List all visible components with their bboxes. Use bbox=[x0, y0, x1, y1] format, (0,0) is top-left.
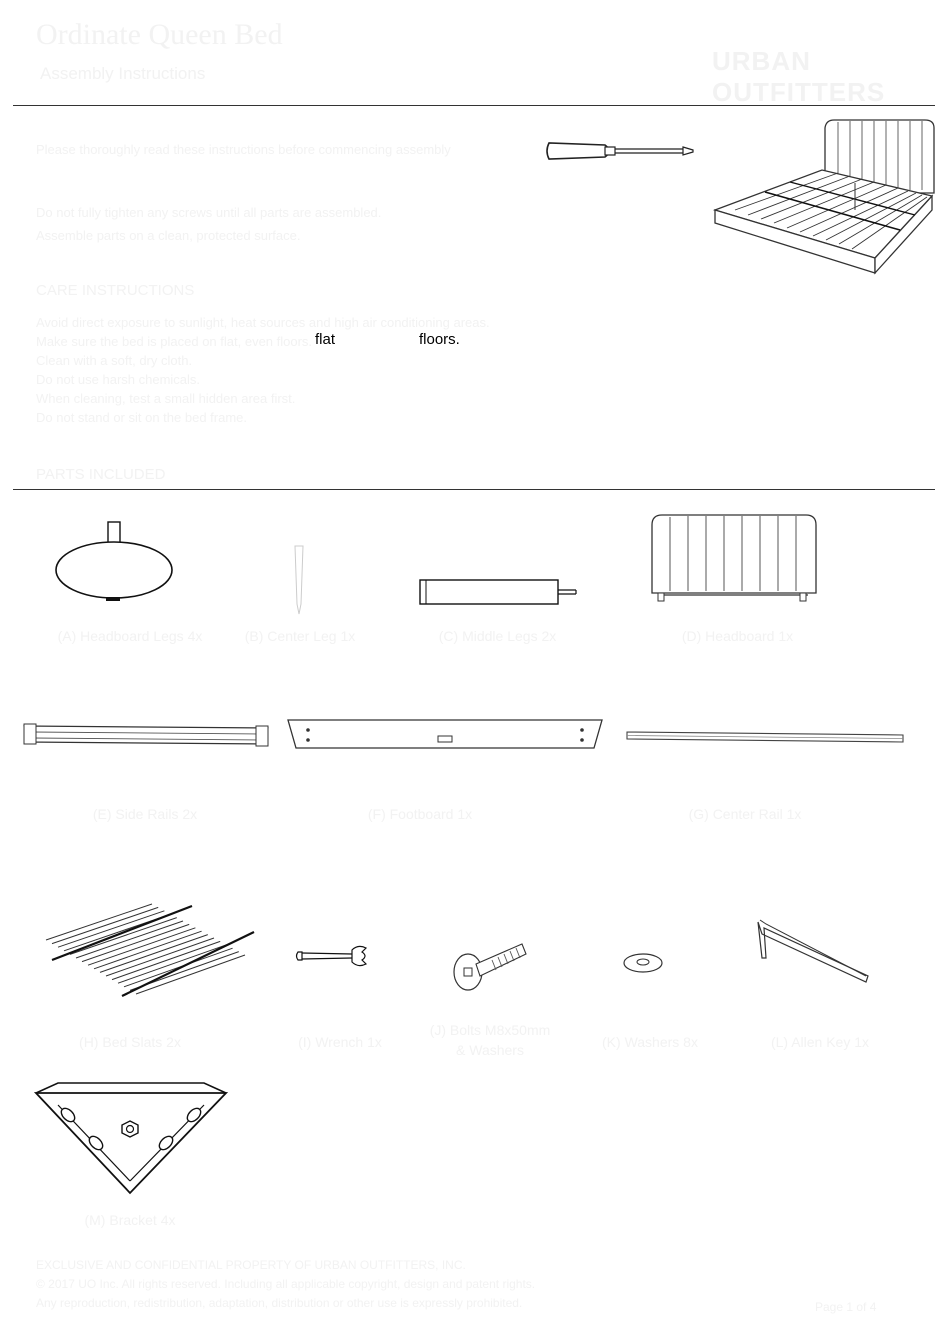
part-b-center-leg bbox=[293, 544, 305, 616]
parts-divider bbox=[13, 489, 935, 490]
care-line-2: Make sure the bed is placed on flat, even floors. bbox=[36, 334, 313, 349]
slat-line bbox=[136, 955, 245, 994]
part-e-side-rail bbox=[20, 720, 272, 750]
slat-line bbox=[106, 938, 214, 976]
brand-logo-text: URBAN OUTFITTERS bbox=[712, 46, 886, 107]
note-line-1: Do not fully tighten any screws until all parts are assembled. bbox=[36, 205, 382, 220]
part-f-footboard bbox=[286, 718, 604, 752]
part-i-wrench-icon bbox=[294, 944, 376, 968]
care-visible-word-floors: floors. bbox=[419, 331, 460, 348]
part-d-headboard bbox=[648, 513, 820, 605]
part-j-label bbox=[420, 1020, 560, 1060]
tools-line: Please thoroughly read these instructions before commencing assembly bbox=[36, 142, 451, 157]
part-d-label: (D) Headboard 1x bbox=[681, 628, 794, 644]
care-line-4: Do not use harsh chemicals. bbox=[36, 372, 201, 387]
slat-line bbox=[100, 935, 208, 973]
care-visible-word-flat: flat bbox=[315, 331, 336, 348]
slat-line bbox=[70, 918, 177, 955]
part-k-label: (K) Washers 8x bbox=[602, 1034, 698, 1050]
note-line-2: Assemble parts on a clean, protected surface. bbox=[36, 228, 301, 243]
part-g-label: (G) Center Rail 1x bbox=[688, 806, 802, 822]
footer-line-3: Any reproduction, redistribution, adaptation, distribution or other use is expressly prohibited. bbox=[36, 1296, 523, 1310]
part-m-bracket-icon bbox=[34, 1081, 228, 1195]
part-b-label: (B) Center Leg 1x bbox=[244, 628, 356, 644]
slat-line bbox=[58, 911, 164, 947]
care-heading: CARE INSTRUCTIONS bbox=[36, 282, 195, 299]
footer-line-1: EXCLUSIVE AND CONFIDENTIAL PROPERTY OF URBAN OUTFITTERS, INC. bbox=[36, 1258, 466, 1272]
slat-line bbox=[88, 928, 195, 965]
assembled-bed-illustration bbox=[710, 118, 935, 278]
footer-line-2: © 2017 UO Inc. All rights reserved. Including all applicable copyright, design and patent rights. bbox=[36, 1277, 536, 1291]
part-a-label: (A) Headboard Legs 4x bbox=[57, 628, 203, 644]
part-j-label-line-2: & Washers bbox=[456, 1042, 524, 1058]
part-a-headboard-leg bbox=[54, 520, 174, 602]
care-line-1: Avoid direct exposure to sunlight, heat sources and high air conditioning areas. bbox=[36, 315, 490, 330]
slat-line bbox=[118, 945, 226, 983]
screwdriver-icon bbox=[545, 137, 697, 165]
part-k-washer-icon bbox=[622, 952, 664, 974]
part-g-center-rail bbox=[625, 730, 905, 744]
parts-heading: PARTS INCLUDED bbox=[36, 466, 166, 483]
slat-line bbox=[76, 921, 183, 958]
part-l-allen-key-icon bbox=[754, 918, 872, 986]
care-line-3: Clean with a soft, dry cloth. bbox=[36, 353, 193, 368]
part-i-label: (I) Wrench 1x bbox=[298, 1034, 382, 1050]
part-j-bolt-icon bbox=[452, 936, 528, 994]
part-h-bed-slats bbox=[42, 900, 256, 1000]
document-title: Ordinate Queen Bed bbox=[36, 18, 283, 51]
care-line-5: When cleaning, test a small hidden area first. bbox=[36, 391, 296, 406]
care-line-6: Do not stand or sit on the bed frame. bbox=[36, 410, 248, 425]
part-h-label: (H) Bed Slats 2x bbox=[79, 1034, 181, 1050]
header-divider bbox=[13, 105, 935, 106]
part-c-middle-leg bbox=[418, 578, 580, 606]
part-f-label: (F) Footboard 1x bbox=[367, 806, 473, 822]
part-j-label-line-1: (J) Bolts M8x50mm bbox=[429, 1022, 551, 1038]
part-m-label: (M) Bracket 4x bbox=[84, 1212, 176, 1228]
part-e-label: (E) Side Rails 2x bbox=[92, 806, 198, 822]
slat-line bbox=[46, 904, 152, 940]
part-l-label: (L) Allen Key 1x bbox=[770, 1034, 870, 1050]
page-number: Page 1 of 4 bbox=[815, 1300, 877, 1314]
document-subtitle: Assembly Instructions bbox=[40, 64, 206, 83]
part-c-label: (C) Middle Legs 2x bbox=[438, 628, 557, 644]
